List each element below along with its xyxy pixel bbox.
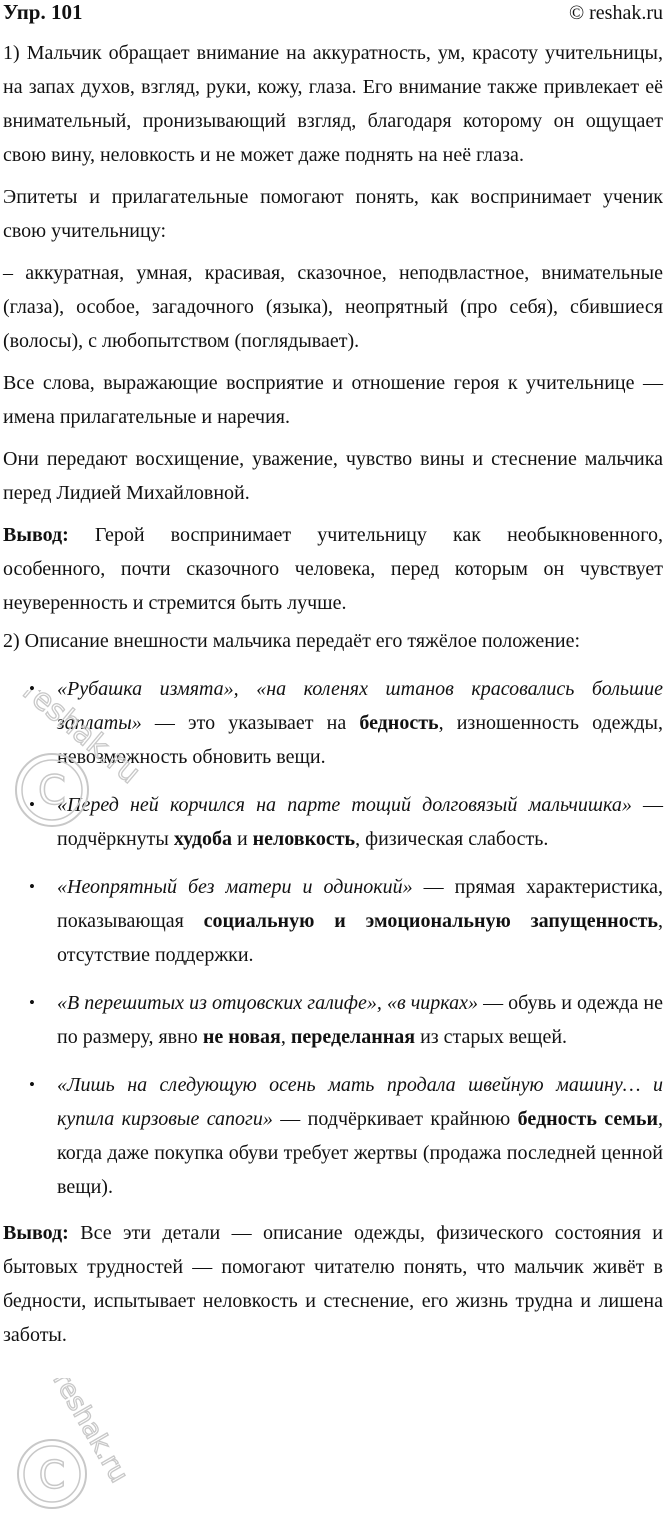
watermark-logo — [4, 1378, 164, 1538]
paragraph-5: Они передают восхищение, уважение, чувство вины и стеснение мальчика перед Лидией Михайловной. — [3, 448, 663, 504]
evidence-list — [3, 672, 663, 1204]
svg-text:reshak.ru — [47, 1378, 134, 1488]
item-text: из старых вещей. — [415, 1026, 568, 1048]
item-text: — это указывает на — [141, 712, 360, 734]
item-text: , когда даже покупка обуви требует жертвы (продажа последней ценной вещи). — [57, 1108, 664, 1198]
quote: «Перед ней корчился на парте тощий долговязый мальчишка» — [57, 794, 632, 816]
list-item — [3, 672, 663, 774]
emphasis: неловкость — [252, 828, 356, 850]
quote: «Лишь на следующую осень мать продала швейную машину… и купила кирзовые сапоги» — [57, 1074, 663, 1130]
item-text: , отсутствие поддержки. — [57, 910, 663, 966]
emphasis: социальную и эмоциональную запущенность — [203, 910, 658, 932]
item-text: — подчёркивает крайнюю — [272, 1108, 518, 1130]
conclusion-text: Все эти детали — описание одежды, физического состояния и бытовых трудностей — помогают читателю понять, что мальчик живёт в бедности, испытывает неловкость и стеснение, его жизнь трудна и лишена заботы. — [3, 1222, 663, 1346]
item-text: , — [280, 1026, 291, 1048]
conclusion-label: Вывод: — [3, 1222, 69, 1244]
item-text: — обувь и одежда не по размеру, явно — [57, 992, 664, 1048]
item-text: — подчёркнуты — [57, 794, 664, 850]
item-text: , изношенность одежды, невозможность обновить вещи. — [57, 712, 663, 768]
exercise-title: Упр. 101 — [3, 0, 83, 24]
copyright-watermark-icon — [4, 1378, 164, 1538]
paragraph-4: Все слова, выражающие восприятие и отношение героя к учительнице — имена прилагательные и наречия. — [3, 372, 663, 428]
svg-text:C — [39, 1453, 66, 1497]
paragraph-3: – аккуратная, умная, красивая, сказочное, неподвластное, внимательные (глаза), особое, загадочного (языка), неопрятный (про себя), сбившиеся (волосы), с любопытством (поглядывает). — [3, 262, 663, 352]
emphasis: переделанная — [290, 1026, 416, 1048]
list-item — [3, 870, 663, 972]
item-text: — прямая характеристика, показывающая — [57, 876, 663, 932]
list-item — [3, 788, 663, 856]
page-header — [3, 0, 663, 26]
conclusion-1 — [3, 518, 663, 620]
emphasis: худоба — [173, 828, 232, 850]
item-text: и — [231, 828, 253, 850]
conclusion-text: Герой воспринимает учительницу как необыкновенного, особенного, почти сказочного человека, перед которым он чувствует неуверенность и стремится быть лучше. — [3, 524, 663, 614]
list-item — [3, 986, 663, 1054]
emphasis: бедность семьи — [517, 1108, 659, 1130]
quote: «Неопрятный без матери и одинокий» — [57, 876, 413, 898]
item-text: , физическая слабость. — [355, 828, 549, 850]
quote: «В перешитых из отцовских галифе», «в чирках» — [57, 992, 478, 1014]
emphasis: не новая — [202, 1026, 281, 1048]
copyright-notice: © reshak.ru — [568, 2, 663, 24]
conclusion-2 — [3, 1216, 663, 1352]
list-item — [3, 1068, 663, 1204]
emphasis: бедность — [359, 712, 439, 734]
paragraph-2: Эпитеты и прилагательные помогают понять, как воспринимает ученик свою учительницу: — [3, 186, 663, 242]
part2-intro: 2) Описание внешности мальчика передаёт его тяжёлое положение: — [3, 630, 581, 652]
paragraph-1: 1) Мальчик обращает внимание на аккуратность, ум, красоту учительницы, на запах духов, взгляд, руки, кожу, глаза. Его внимание также привлекает её внимательный, пронизывающий взгляд, благодаря которому он ощущает свою вину, неловкость и не может даже поднять на неё глаза. — [3, 42, 663, 166]
quote: «Рубашка измята», «на коленях штанов красовались большие заплаты» — [57, 678, 663, 734]
conclusion-label: Вывод: — [3, 524, 69, 546]
document-page — [3, 0, 663, 1352]
